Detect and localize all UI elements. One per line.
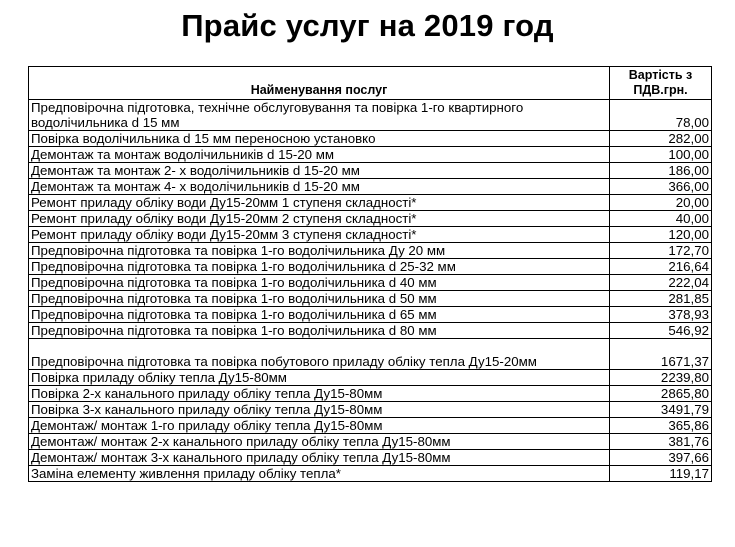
service-price: 216,64 xyxy=(610,259,712,275)
service-price: 172,70 xyxy=(610,243,712,259)
service-name: Демонтаж та монтаж 4- х водолічильників d 15-20 мм xyxy=(29,179,610,195)
service-price: 1671,37 xyxy=(610,339,712,370)
column-header-price: Вартість з ПДВ.грн. xyxy=(610,67,712,100)
service-price: 20,00 xyxy=(610,195,712,211)
service-price: 186,00 xyxy=(610,163,712,179)
service-price: 378,93 xyxy=(610,307,712,323)
table-row xyxy=(29,195,712,211)
service-price: 100,00 xyxy=(610,147,712,163)
table-row xyxy=(29,307,712,323)
table-row xyxy=(29,211,712,227)
table-row xyxy=(29,179,712,195)
service-name: Ремонт приладу обліку води Ду15-20мм 1 ступеня складності* xyxy=(29,195,610,211)
service-price: 120,00 xyxy=(610,227,712,243)
page-title: Прайс услуг на 2019 год xyxy=(181,8,554,43)
service-price: 366,00 xyxy=(610,179,712,195)
service-price: 282,00 xyxy=(610,131,712,147)
service-name: Повірка 2-х канального приладу обліку тепла Ду15-80мм xyxy=(29,386,610,402)
table-row xyxy=(29,227,712,243)
service-name: Ремонт приладу обліку води Ду15-20мм 2 ступеня складності* xyxy=(29,211,610,227)
service-name: Предповірочна підготовка та повірка 1-го водолічильника d 25-32 мм xyxy=(29,259,610,275)
service-name: Предповірочна підготовка та повірка побутового приладу обліку тепла Ду15-20мм xyxy=(29,339,610,370)
service-price: 281,85 xyxy=(610,291,712,307)
table-row xyxy=(29,163,712,179)
service-name: Предповірочна підготовка та повірка 1-го водолічильника d 65 мм xyxy=(29,307,610,323)
service-price: 2865,80 xyxy=(610,386,712,402)
service-name: Демонтаж та монтаж 2- х водолічильників d 15-20 мм xyxy=(29,163,610,179)
service-name: Предповірочна підготовка, технічне обслуговування та повірка 1-го квартирного водолічильника d 15 мм xyxy=(29,100,610,131)
table-row xyxy=(29,243,712,259)
service-name: Повірка приладу обліку тепла Ду15-80мм xyxy=(29,370,610,386)
service-name: Предповірочна підготовка та повірка 1-го водолічильника d 80 мм xyxy=(29,323,610,339)
service-price: 3491,79 xyxy=(610,402,712,418)
service-price: 546,92 xyxy=(610,323,712,339)
table-row xyxy=(29,323,712,339)
service-name: Предповірочна підготовка та повірка 1-го водолічильника d 50 мм xyxy=(29,291,610,307)
column-header-service: Найменування послуг xyxy=(29,67,610,100)
table-row xyxy=(29,370,712,386)
service-price: 222,04 xyxy=(610,275,712,291)
table-row xyxy=(29,402,712,418)
table-row xyxy=(29,275,712,291)
service-name: Демонтаж та монтаж водолічильників d 15-20 мм xyxy=(29,147,610,163)
service-name: Заміна елементу живлення приладу обліку тепла* xyxy=(29,466,610,482)
service-name: Повірка 3-х канального приладу обліку тепла Ду15-80мм xyxy=(29,402,610,418)
table-row xyxy=(29,100,712,131)
service-name: Демонтаж/ монтаж 3-х канального приладу обліку тепла Ду15-80мм xyxy=(29,450,610,466)
service-name: Ремонт приладу обліку води Ду15-20мм 3 ступеня складності* xyxy=(29,227,610,243)
table-row xyxy=(29,418,712,434)
table-row xyxy=(29,450,712,466)
service-price: 365,86 xyxy=(610,418,712,434)
table-row xyxy=(29,386,712,402)
service-name: Повірка водолічильника d 15 мм переносною установко xyxy=(29,131,610,147)
table-row xyxy=(29,434,712,450)
table-row xyxy=(29,259,712,275)
table-row xyxy=(29,466,712,482)
service-price: 119,17 xyxy=(610,466,712,482)
table-row xyxy=(29,291,712,307)
service-price: 40,00 xyxy=(610,211,712,227)
service-price: 381,76 xyxy=(610,434,712,450)
service-price: 2239,80 xyxy=(610,370,712,386)
service-name: Предповірочна підготовка та повірка 1-го водолічильника d 40 мм xyxy=(29,275,610,291)
table-row xyxy=(29,147,712,163)
service-price: 78,00 xyxy=(610,100,712,131)
table-row xyxy=(29,131,712,147)
table-row xyxy=(29,339,712,370)
service-name: Демонтаж/ монтаж 1-го приладу обліку тепла Ду15-80мм xyxy=(29,418,610,434)
table-header-row xyxy=(29,67,712,100)
price-table xyxy=(28,66,712,482)
service-name: Демонтаж/ монтаж 2-х канального приладу обліку тепла Ду15-80мм xyxy=(29,434,610,450)
service-name: Предповірочна підготовка та повірка 1-го водолічильника Ду 20 мм xyxy=(29,243,610,259)
service-price: 397,66 xyxy=(610,450,712,466)
